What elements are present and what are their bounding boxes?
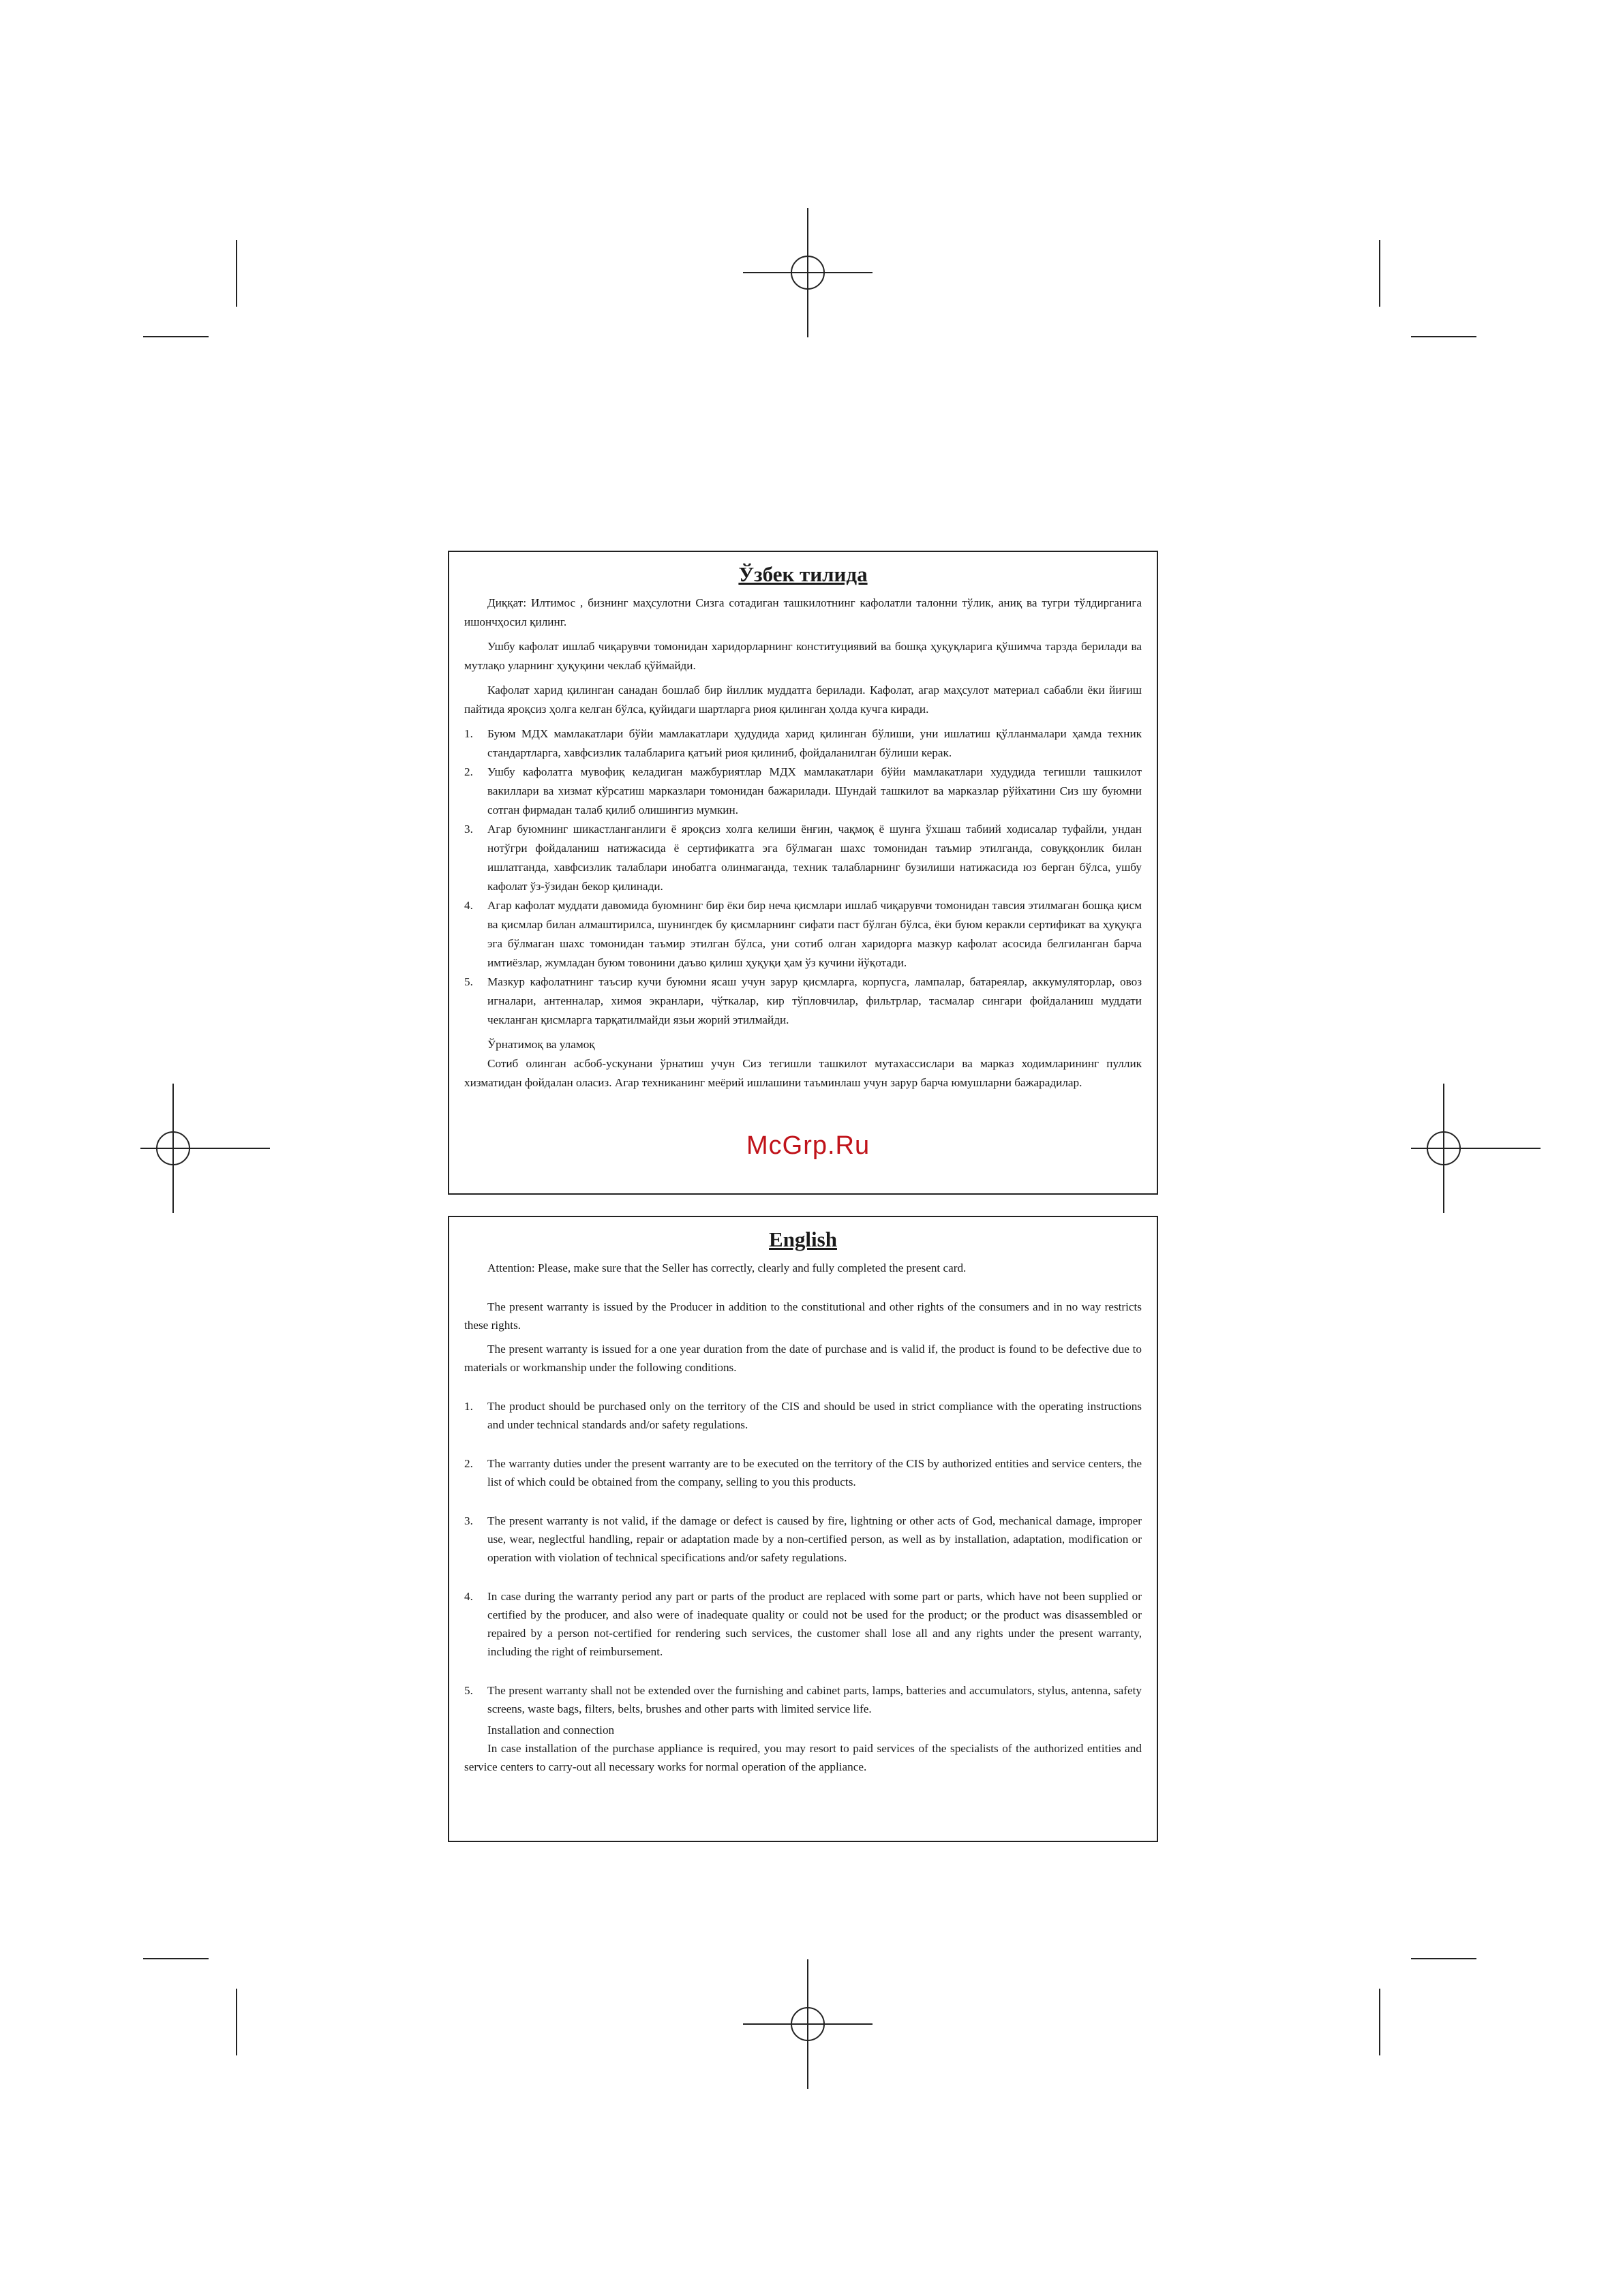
list-item bbox=[464, 1454, 1142, 1491]
item-number: 1. bbox=[464, 1400, 473, 1413]
list-item bbox=[464, 973, 1142, 1030]
list-item bbox=[464, 763, 1142, 820]
item-text: In case during the warranty period any part or parts of the product are replaced with some part or parts, which have not been supplied or certified by the producer, and also were of inadequate quality or could not be used for the product; or the product was disassembled or repaired by a person not-certified for rendering such services, the customer shall lose all and any rights under the present warranty, including the right of reimbursement. bbox=[487, 1590, 1142, 1659]
english-install-heading: Installation and connection bbox=[487, 1724, 615, 1737]
item-text: The present warranty is not valid, if the damage or defect is caused by fire, lightning or other acts of God, mechanical damage, improper use, wear, neglectful handling, repair or adaptation made by a non-certified person, as well as by installation, adaptation, modification or operation with violation of technical specifications and/or safety regulations. bbox=[487, 1514, 1142, 1565]
uzbek-conditions-list bbox=[464, 724, 1142, 1030]
english-intro-2: The present warranty is issued for a one year duration from the date of purchase and is valid if, the product is found to be defective due to materials or workmanship under the following conditions. bbox=[464, 1343, 1142, 1375]
registration-target-top bbox=[743, 208, 873, 337]
list-item bbox=[464, 1587, 1142, 1661]
registration-target-left bbox=[140, 1084, 270, 1213]
english-title: English bbox=[769, 1227, 837, 1251]
english-warranty-panel bbox=[448, 1216, 1158, 1842]
list-item bbox=[464, 724, 1142, 763]
uzbek-intro-1: Ушбу кафолат ишлаб чиқарувчи томонидан харидорларнинг конституциявий ва бошқа ҳуқуқларига қўшимча тарзда берилади ва мутлақо уларнинг ҳуқуқини чеклаб қўймайди. bbox=[464, 640, 1142, 673]
registration-target-right bbox=[1411, 1084, 1541, 1213]
item-number: 2. bbox=[464, 765, 473, 779]
item-text: Агар кафолат муддати давомида буюмнинг бир ёки бир неча қисмлари ишлаб чиқарувчи томонидан тавсия этилмаган бошқа қисм ва қисмлар билан алмаштирилса, шунингдек бу қисмларнинг сифати паст бўлган бўлса, ёки буюм керакли сертификат ва ҳуқуқга эга бўлмаган шахс томонидан таъмир этилган бўлса, уни сотиб олган харидорга мазкур кафолат асосида белгиланган барча имтиёзлар, жумладан буюм товонини даъво қилиш ҳуқуқи ҳам ўз кучини йўқотади. bbox=[487, 899, 1142, 970]
uzbek-install-heading: Ўрнатимоқ ва уламоқ bbox=[487, 1038, 595, 1052]
registration-target-bottom bbox=[743, 1959, 873, 2089]
item-number: 1. bbox=[464, 727, 473, 741]
item-text: Ушбу кафолатга мувофиқ келадиган мажбуриятлар МДХ мамлакатлари бўйи мамлакатлари худудида тегишли ташкилот вакиллари ва хизмат кўрсатиш марказлари томонидан бажарилади. Шундай ташкилот ва марказлар рўйхатини Сиз шу буюмни сотган фирмадан талаб қилиб олишингиз мумкин. bbox=[487, 765, 1142, 817]
list-item bbox=[464, 1512, 1142, 1567]
uzbek-install-text: Сотиб олинган асбоб-ускунани ўрнатиш учун Сиз тегишли ташкилот мутахассислари ва марказ ходимларининг пуллик хизматидан фойдалан оласиз. Агар техниканинг меёрий ишлашини таъминлаш учун зарур барча юмушларни бажарадилар. bbox=[464, 1057, 1142, 1090]
english-install-text: In case installation of the purchase appliance is required, you may resort to paid services of the specialists of the authorized entities and service centers to carry-out all necessary works for normal operation of the appliance. bbox=[464, 1742, 1142, 1774]
item-number: 3. bbox=[464, 823, 473, 836]
item-number: 4. bbox=[464, 899, 473, 913]
uzbek-intro-2: Кафолат харид қилинган санадан бошлаб бир йиллик муддатга берилади. Кафолат, агар маҳсулот материал сабабли ёки йиғиш пайтида яроқсиз ҳолга келган бўлса, қуйидаги шартларга риоя қилинган ҳолда кучга киради. bbox=[464, 684, 1142, 716]
list-item bbox=[464, 820, 1142, 896]
item-number: 5. bbox=[464, 975, 473, 989]
item-text: Мазкур кафолатнинг таъсир кучи буюмни ясаш учун зарур қисмларга, корпусга, лампалар, батареялар, аккумуляторлар, овоз игналари, антенналар, химоя экранлари, чўткалар, кир тўпловчилар, фильтрлар, тасмалар сингари фойдаланиш муддати чекланган қисмларга тарқатилмайди язьи жорий этилмайди. bbox=[487, 975, 1142, 1027]
english-intro-1: The present warranty is issued by the Producer in addition to the constitutional and other rights of the consumers and in no way restricts these rights. bbox=[464, 1300, 1142, 1332]
item-number: 4. bbox=[464, 1590, 473, 1604]
item-text: The warranty duties under the present warranty are to be executed on the territory of the CIS by authorized entities and service centers, the list of which could be obtained from the company, selling to you this products. bbox=[487, 1457, 1142, 1489]
item-number: 2. bbox=[464, 1457, 473, 1471]
english-conditions-list bbox=[464, 1397, 1142, 1718]
uzbek-title: Ўзбек тилида bbox=[738, 562, 868, 586]
item-text: Агар буюмнинг шикастланганлиги ё яроқсиз холга келиши ёнғин, чақмоқ ё шунга ўхшаш табиий ходисалар туфайли, ундан нотўгри фойдаланиш натижасида ё сертификатга эга бўлмаган шахс томонидан таъмир этилганда, совуққонлик билан ишлатганда, хавфсизлик талаблари инобатга олинмаганда, техник талабларнинг бузилиши натижасида юз берган бўлса, ушбу кафолат ўз-ўзидан бекор қилинади. bbox=[487, 823, 1142, 893]
uzbek-attention: Диққат: Илтимос , бизнинг маҳсулотни Сизга сотадиган ташкилотнинг кафолатли талонни тўлик, аниқ ва тугри тўлдирганига ишончҳосил қилинг. bbox=[464, 596, 1142, 629]
list-item bbox=[464, 1681, 1142, 1718]
item-text: The product should be purchased only on the territory of the CIS and should be used in strict compliance with the operating instructions and under technical standards and/or safety regulations. bbox=[487, 1400, 1142, 1432]
item-number: 3. bbox=[464, 1514, 473, 1528]
item-number: 5. bbox=[464, 1684, 473, 1698]
list-item bbox=[464, 1397, 1142, 1434]
list-item bbox=[464, 896, 1142, 973]
item-text: The present warranty shall not be extended over the furnishing and cabinet parts, lamps, batteries and accumulators, stylus, antenna, safety screens, waste bags, filters, belts, brushes and other parts with limited service life. bbox=[487, 1684, 1142, 1716]
watermark: McGrp.Ru bbox=[746, 1131, 870, 1160]
english-attention: Attention: Please, make sure that the Seller has correctly, clearly and fully completed the present card. bbox=[487, 1261, 967, 1275]
item-text: Буюм МДХ мамлакатлари бўйи мамлакатлари ҳудудида харид қилинган бўлиши, уни ишлатиш қўлланмалари ҳамда техник стандартларга, хавфсизлик талабларига қатъий риоя қилиниб, фойдаланилган бўлиши керак. bbox=[487, 727, 1142, 760]
uzbek-warranty-panel bbox=[448, 551, 1158, 1195]
